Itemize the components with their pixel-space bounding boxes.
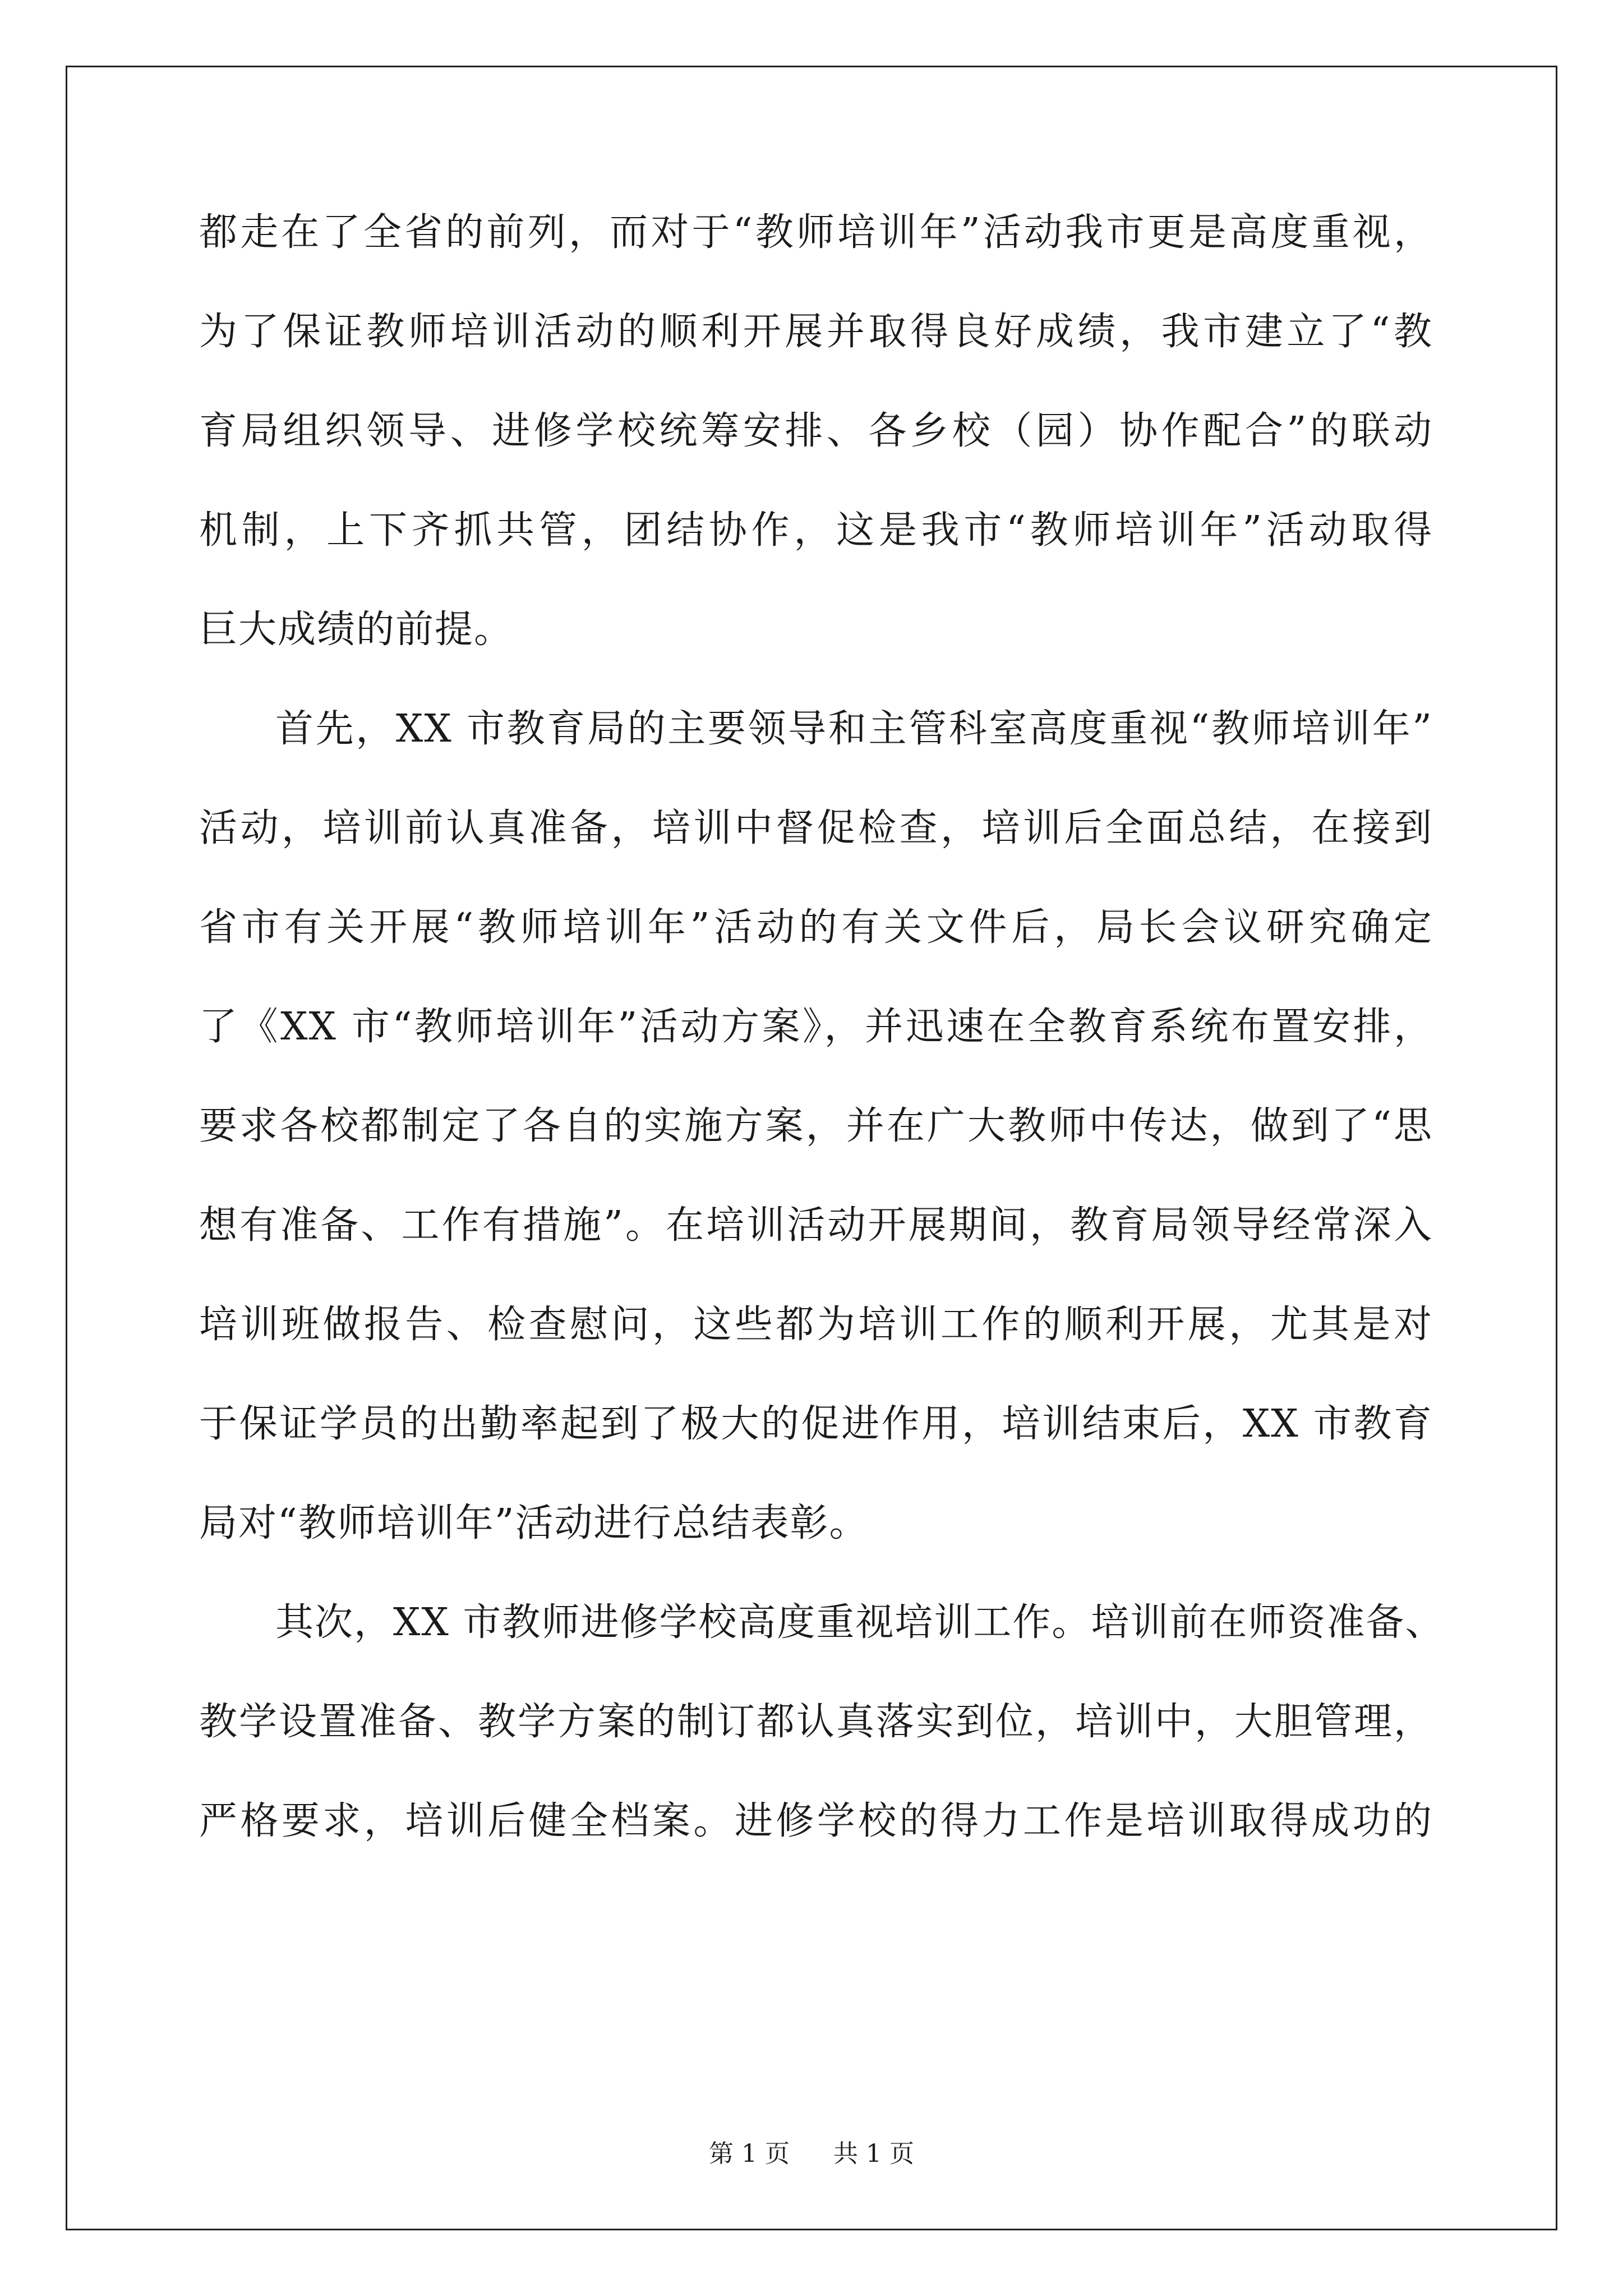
text-line-16: 教学设置准备、教学方案的制订都认真落实到位，培训中，大胆管理， (199, 1700, 1433, 1744)
text-line-6: 首先，XX 市教育局的主要领导和主管科室高度重视“教师培训年” (275, 707, 1433, 751)
text-line-8: 省市有关开展“教师培训年”活动的有关文件后，局长会议研究确定 (199, 905, 1433, 950)
text-line-10: 要求各校都制定了各自的实施方案，并在广大教师中传达，做到了“思 (199, 1104, 1433, 1148)
text-line-14: 局对“教师培训年”活动进行总结表彰。 (199, 1501, 869, 1545)
text-line-7: 活动，培训前认真准备，培训中督促检查，培训后全面总结，在接到 (199, 806, 1433, 850)
text-line-11: 想有准备、工作有措施”。在培训活动开展期间，教育局领导经常深入 (199, 1203, 1433, 1248)
page-footer (0, 2137, 1623, 2171)
text-line-4: 机制，上下齐抓共管，团结协作，这是我市“教师培训年”活动取得 (199, 508, 1433, 553)
text-line-17: 严格要求，培训后健全档案。进修学校的得力工作是培训取得成功的 (199, 1799, 1433, 1843)
page-number: 第 1 页 (709, 2139, 790, 2168)
text-line-13: 于保证学员的出勤率起到了极大的促进作用，培训结束后，XX 市教育 (199, 1402, 1433, 1446)
text-line-3: 育局组织领导、进修学校统筹安排、各乡校（园）协作配合”的联动 (199, 409, 1433, 453)
document-body (199, 208, 1445, 1895)
text-line-15: 其次，XX 市教师进修学校高度重视培训工作。培训前在师资准备、 (275, 1600, 1445, 1645)
text-line-2: 为了保证教师培训活动的顺利开展并取得良好成绩，我市建立了“教 (199, 310, 1433, 354)
text-line-9: 了《XX 市“教师培训年”活动方案》，并迅速在全教育系统布置安排， (199, 1005, 1433, 1049)
total-pages: 共 1 页 (833, 2139, 914, 2168)
text-line-5: 巨大成绩的前提。 (199, 608, 514, 652)
text-line-1: 都走在了全省的前列，而对于“教师培训年”活动我市更是高度重视， (199, 210, 1433, 255)
text-line-12: 培训班做报告、检查慰问，这些都为培训工作的顺利开展，尤其是对 (199, 1303, 1433, 1347)
